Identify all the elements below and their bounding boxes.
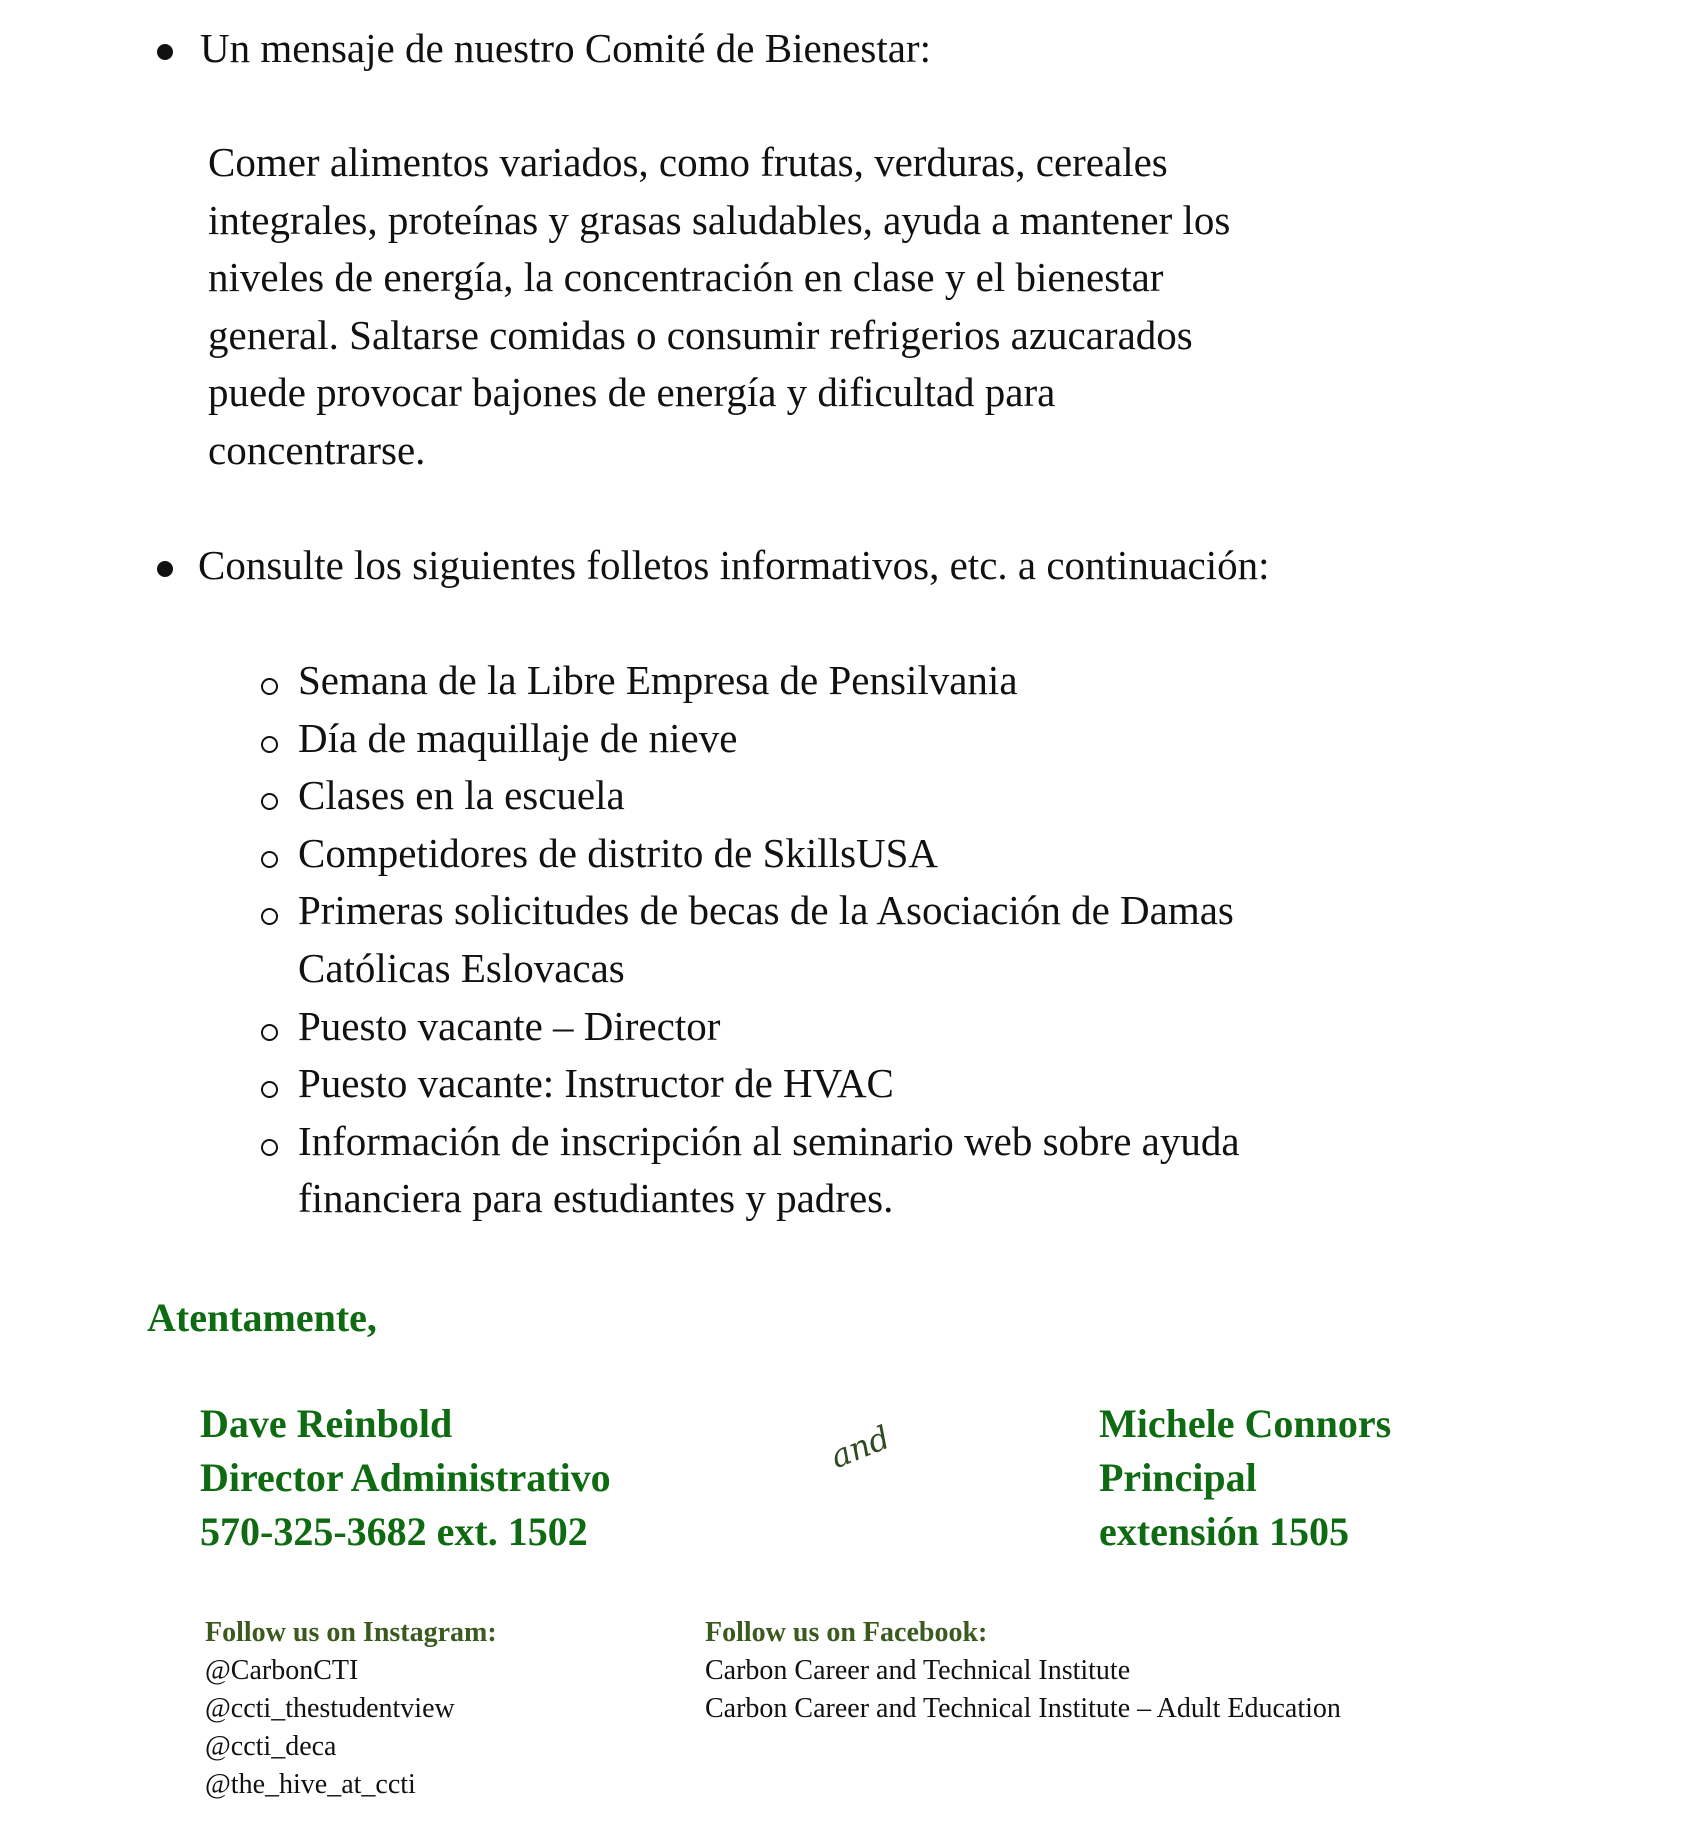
wellness-paragraph	[208, 134, 1230, 479]
flyer-item-text: financiera para estudiantes y padres.	[298, 1175, 894, 1222]
conjunction-and: and	[825, 1418, 896, 1476]
facebook-page[interactable]: Carbon Career and Technical Institute – Adult Education	[705, 1693, 1341, 1724]
flyer-item-text: Puesto vacante – Director	[298, 1002, 721, 1049]
instagram-heading: Follow us on Instagram:	[205, 1617, 497, 1648]
flyer-list	[261, 652, 1240, 1228]
signer-2	[1099, 1397, 1391, 1559]
paragraph-line: concentrarse.	[208, 426, 426, 473]
paragraph-line: integrales, proteínas y grasas saludables, ayuda a mantener los	[208, 196, 1231, 243]
section-heading-flyers: Consulte los siguientes folletos informativos, etc. a continuación:	[198, 542, 1270, 588]
signer-1-name: Dave Reinbold	[200, 1401, 453, 1446]
hollow-bullet-icon	[261, 1139, 278, 1156]
hollow-bullet-icon	[261, 736, 278, 753]
signer-1	[200, 1397, 611, 1559]
flyer-list-item	[261, 652, 1240, 710]
flyer-item-text: Información de inscripción al seminario web sobre ayuda	[298, 1117, 1240, 1164]
hollow-bullet-icon	[261, 851, 278, 868]
bullet-icon	[157, 44, 173, 60]
hollow-bullet-icon	[261, 1024, 278, 1041]
facebook-heading: Follow us on Facebook:	[705, 1617, 988, 1648]
flyer-list-item	[261, 710, 1240, 768]
flyer-list-item	[261, 998, 1240, 1056]
flyer-item-text: Primeras solicitudes de becas de la Asociación de Damas	[298, 887, 1234, 934]
instagram-handle[interactable]: @CarbonCTI	[205, 1655, 359, 1686]
signer-1-title: Director Administrativo	[200, 1455, 611, 1500]
hollow-bullet-icon	[261, 678, 278, 695]
instagram-block	[205, 1614, 497, 1804]
facebook-page[interactable]: Carbon Career and Technical Institute	[705, 1655, 1131, 1686]
paragraph-line: puede provocar bajones de energía y dificultad para	[208, 369, 1056, 415]
flyer-list-item	[261, 1055, 1240, 1113]
flyer-list-item	[261, 825, 1240, 883]
flyer-item-text: Día de maquillaje de nieve	[298, 714, 738, 761]
instagram-handle[interactable]: @ccti_thestudentview	[205, 1693, 455, 1724]
flyer-item-text: Clases en la escuela	[298, 772, 625, 819]
flyer-item-text: Semana de la Libre Empresa de Pensilvania	[298, 657, 1018, 703]
closing: Atentamente,	[147, 1295, 377, 1340]
flyer-list-item	[261, 767, 1240, 825]
flyer-list-item	[261, 1113, 1240, 1228]
section-heading-wellness: Un mensaje de nuestro Comité de Bienestar:	[200, 25, 931, 71]
bullet-icon	[157, 561, 173, 577]
signer-2-title: Principal	[1099, 1455, 1257, 1500]
instagram-handle[interactable]: @ccti_deca	[205, 1731, 337, 1762]
hollow-bullet-icon	[261, 908, 278, 925]
flyer-item-text: Puesto vacante: Instructor de HVAC	[298, 1060, 894, 1107]
flyer-item-text: Católicas Eslovacas	[298, 944, 625, 991]
paragraph-line: general. Saltarse comidas o consumir refrigerios azucarados	[208, 311, 1193, 358]
signer-2-phone: extensión 1505	[1099, 1509, 1349, 1554]
flyer-list-item	[261, 882, 1240, 997]
signer-1-phone: 570-325-3682 ext. 1502	[200, 1509, 588, 1554]
hollow-bullet-icon	[261, 793, 278, 810]
facebook-block	[705, 1614, 1341, 1728]
instagram-handle[interactable]: @the_hive_at_ccti	[205, 1769, 416, 1800]
signer-2-name: Michele Connors	[1099, 1401, 1392, 1446]
flyer-item-text: Competidores de distrito de SkillsUSA	[298, 829, 939, 876]
paragraph-line: Comer alimentos variados, como frutas, verduras, cereales	[208, 139, 1168, 185]
hollow-bullet-icon	[261, 1081, 278, 1098]
paragraph-line: niveles de energía, la concentración en clase y el bienestar	[208, 254, 1164, 300]
